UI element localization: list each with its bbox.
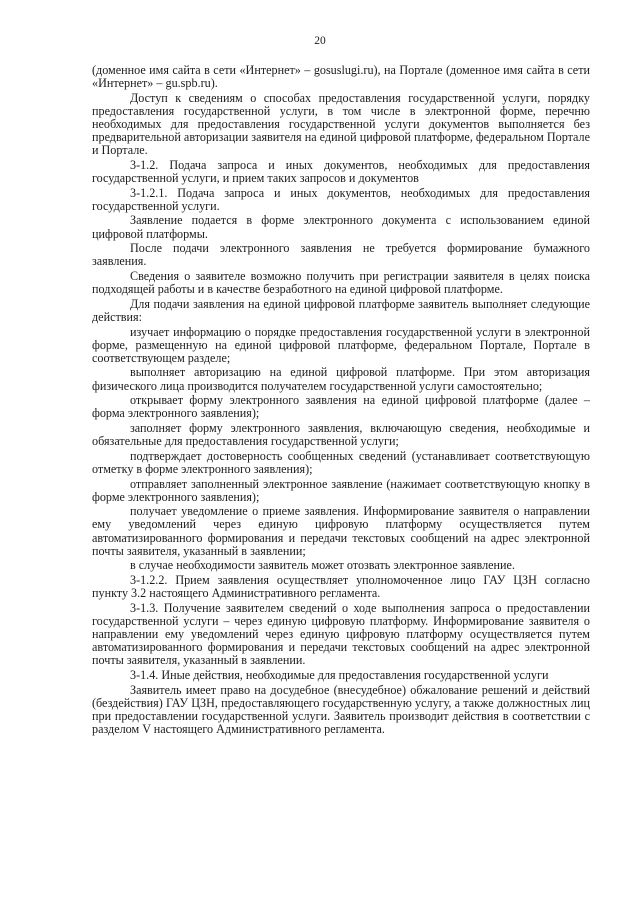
paragraph-applicant-info: Сведения о заявителе возможно получить при регистрации заявителя в целях поиска подходящей работы и в качестве безработного на единой цифровой платформе. [92,268,590,297]
paragraph-electronic-document: Заявление подается в форме электронного документа с использованием единой цифровой платформы. [92,213,590,241]
section-heading-3-1-2: 3-1.2. Подача запроса и иных документов, необходимых для предоставления государственной услуги, и прием таких запросов и документов [92,157,590,185]
document-body [92,64,590,737]
section-heading-3-1-2-2: 3-1.2.2. Прием заявления осуществляет уполномоченное лицо ГАУ ЦЗН согласно пункту 3.2 настоящего Административного регламента. [92,572,590,601]
step-study-info: изучает информацию о порядке предоставления государственной услуги в электронной форме, размещенную на единой цифровой платформе, федеральном Портале, Портале в соответствующем разделе; [92,324,590,365]
paragraph-no-paper: После подачи электронного заявления не требуется формирование бумажного заявления. [92,241,590,269]
step-receive-notice: получает уведомление о приеме заявления. Информирование заявителя о направлении ему уведомлений через единую цифровую платформу осуществляется путем автоматизированного формирования и передачи текстовых сообщений на адрес электронной почты заявителя, указанный в заявлении; [92,504,590,558]
section-heading-3-1-2-1: 3-1.2.1. Подача запроса и иных документов, необходимых для предоставления государственной услуги. [92,185,590,213]
step-confirm: подтверждает достоверность сообщенных сведений (устанавливает соответствующую отметку в форме электронного заявления); [92,448,590,476]
section-heading-3-1-4: 3-1.4. Иные действия, необходимые для предоставления государственной услуги [130,667,549,682]
page-number: 20 [314,35,326,47]
step-fill-form: заполняет форму электронного заявления, включающую сведения, необходимые и обязательные для предоставления государственной услуги; [92,420,590,449]
step-open-form: открывает форму электронного заявления на единой цифровой платформе (далее – форма электронного заявления); [92,393,590,421]
paragraph-steps-intro: Для подачи заявления на единой цифровой платформе заявитель выполняет следующие действия: [92,296,590,324]
paragraph-access-info: Доступ к сведениям о способах предоставления государственной услуги, порядку предоставления государственной услуги, в том числе в электронной форме, перечню необходимых для предоставления государственной услуги документов выполняется без предварительной авторизации заявителя на единой цифровой платформе, федеральном Портале и Портале. [92,90,590,158]
paragraph-appeal-right: Заявитель имеет право на досудебное (внесудебное) обжалование решений и действий (бездействия) ГАУ ЦЗН, предоставляющего государственную услугу, а также должностных лиц при предоставлении государственной услуги. Заявитель производит действия в соответствии с разделом V настоящего Административного регламента. [92,682,590,736]
step-authorize: выполняет авторизацию на единой цифровой платформе. При этом авторизация физического лица производится получателем государственной услуги самостоятельно; [92,365,590,393]
section-heading-3-1-3: 3-1.3. Получение заявителем сведений о ходе выполнения запроса о предоставлении государственной услуги – через единую цифровую платформу. Информирование заявителя о направлении ему уведомлений через единую цифровую платформу осуществляется путем автоматизированного формирования и передачи текстовых сообщений на адрес электронной почты заявителя, указанный в заявлении. [92,600,590,668]
step-withdraw: в случае необходимости заявитель может отозвать электронное заявление. [130,558,515,573]
step-send: отправляет заполненный электронное заявление (нажимает соответствующую кнопку в форме электронного заявления); [92,476,590,504]
paragraph-portal-domain: (доменное имя сайта в сети «Интернет» – gosuslugi.ru), на Портале (доменное имя сайта в сети «Интернет» – gu.spb.ru). [92,63,590,91]
